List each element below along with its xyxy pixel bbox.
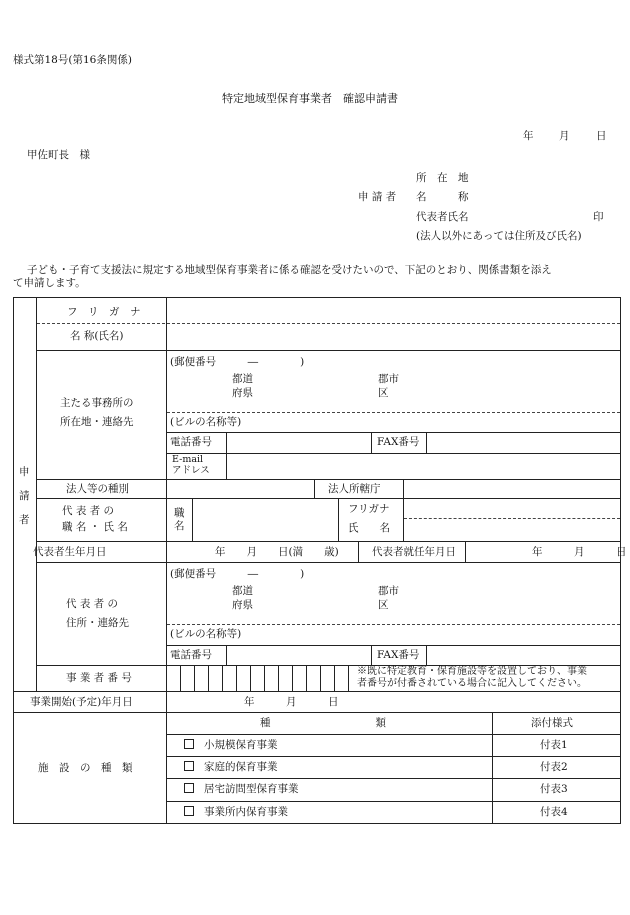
office-gunshi-1: 郡市 (378, 373, 399, 385)
facility-attach-3: 付表3 (540, 783, 568, 795)
rep-todofu-2: 府県 (232, 599, 253, 611)
office-label-2: 所在地・連絡先 (60, 416, 134, 428)
biz-no-note-1: ※既に特定教育・保育施設等を設置しており、事業 (357, 666, 587, 677)
applicant-rep-name-label: 代表者氏名 (416, 211, 469, 223)
date-year-label: 年 (523, 130, 534, 142)
office-todofu-1: 都道 (232, 373, 253, 385)
office-email-label-2: アドレス (172, 465, 210, 476)
furigana-field[interactable] (168, 299, 618, 322)
applicant-name-label: 名 称 (416, 191, 469, 203)
office-postal-label: (郵便番号 ― ) (170, 356, 305, 368)
office-tel-label: 電話番号 (170, 436, 212, 448)
rep-gunshi-1: 郡市 (378, 585, 399, 597)
applicant-side-char-1: 申 (19, 466, 30, 478)
rep-shimei-label: 氏 名 (348, 522, 390, 534)
start-date-values: 年 月 日 (244, 696, 339, 708)
name-field[interactable] (168, 325, 618, 349)
rep-fax-label: FAX番号 (377, 649, 420, 661)
office-email-label-1: E-mail (172, 454, 204, 465)
applicant-label: 申 請 者 (358, 191, 397, 203)
facility-option-3[interactable]: 居宅訪問型保育事業 (184, 783, 299, 795)
facility-option-4[interactable]: 事業所内保育事業 (184, 806, 288, 818)
attach-header: 添付様式 (531, 717, 573, 729)
facility-attach-4: 付表4 (540, 806, 568, 818)
facility-option-1[interactable]: 小規模保育事業 (184, 739, 278, 751)
date-month-label: 月 (559, 130, 570, 142)
rep-start-values: 年 月 日 (532, 546, 627, 558)
form-number: 様式第18号(第16条関係) (13, 54, 132, 66)
rep-building-label: (ビルの名称等) (170, 628, 242, 640)
intro-text-line1: 子ども・子育て支援法に規定する地域型保育事業者に係る確認を受けたいので、下記のとおり、関係書類を添え (27, 264, 552, 276)
biz-no-label: 事 業 者 番 号 (66, 672, 132, 684)
checkbox-icon[interactable] (184, 806, 194, 816)
facility-type-label: 施 設 の 種 類 (38, 762, 133, 774)
rep-postal-label: (郵便番号 ― ) (170, 568, 305, 580)
rep-addr-label-1: 代 表 者 の (66, 598, 119, 610)
kind-header: 種 類 (260, 717, 386, 729)
rep-furigana-label: フリガナ (348, 503, 390, 515)
biz-no-field[interactable] (167, 666, 348, 690)
checkbox-icon[interactable] (184, 783, 194, 793)
corp-office-field[interactable] (405, 481, 618, 497)
rep-tel-label: 電話番号 (170, 649, 212, 661)
rep-birth-values: 年 月 日(満 歳) (215, 546, 339, 558)
office-email-field[interactable] (228, 455, 618, 478)
name-label: 名 称(氏名) (70, 330, 124, 342)
office-label-1: 主たる事務所の (60, 397, 134, 409)
rep-tel-field[interactable] (228, 647, 370, 664)
office-todofu-2: 府県 (232, 387, 253, 399)
applicant-location-label: 所 在 地 (416, 172, 469, 184)
applicant-side-char-3: 者 (19, 514, 30, 526)
rep-birth-label: 代表者生年月日 (33, 546, 107, 558)
seal-mark: 印 (593, 211, 604, 223)
corp-office-label: 法人所轄庁 (328, 483, 381, 495)
rep-title-label-1: 代 表 者 の (62, 505, 115, 517)
corp-type-field[interactable] (168, 481, 312, 497)
facility-attach-2: 付表2 (540, 761, 568, 773)
checkbox-icon[interactable] (184, 761, 194, 771)
date-day-label: 日 (596, 130, 607, 142)
corp-type-label: 法人等の種別 (66, 483, 129, 495)
rep-gunshi-2: 区 (378, 599, 389, 611)
office-gunshi-2: 区 (378, 387, 389, 399)
biz-no-note-2: 者番号が付番されている場合に記入してください。 (357, 678, 587, 689)
applicant-note: (法人以外にあっては住所及び氏名) (416, 230, 582, 242)
rep-furigana-field[interactable] (405, 500, 618, 517)
furigana-label: フ リ ガ ナ (67, 306, 141, 318)
page-title: 特定地域型保育事業者 確認申請書 (222, 92, 398, 105)
office-fax-label: FAX番号 (377, 436, 420, 448)
rep-todofu-1: 都道 (232, 585, 253, 597)
facility-option-2[interactable]: 家庭的保育事業 (184, 761, 278, 773)
addressee: 甲佐町長 様 (27, 149, 90, 161)
office-building-label: (ビルの名称等) (170, 416, 242, 428)
shoku-label-1: 職 (174, 507, 185, 519)
intro-text-line2: て申請します。 (13, 277, 86, 289)
rep-addr-label-2: 住所・連絡先 (66, 617, 129, 629)
rep-title-label-2: 職 名 ・ 氏 名 (62, 521, 128, 533)
office-fax-field[interactable] (428, 434, 618, 452)
facility-attach-1: 付表1 (540, 739, 568, 751)
rep-name-field[interactable] (405, 520, 618, 540)
start-date-label: 事業開始(予定)年月日 (30, 696, 133, 708)
rep-start-label: 代表者就任年月日 (372, 546, 456, 558)
checkbox-icon[interactable] (184, 739, 194, 749)
shoku-label-2: 名 (174, 520, 185, 532)
office-tel-field[interactable] (228, 434, 370, 452)
applicant-side-char-2: 請 (19, 490, 30, 502)
rep-fax-field[interactable] (428, 647, 618, 664)
rep-position-field[interactable] (194, 500, 336, 540)
